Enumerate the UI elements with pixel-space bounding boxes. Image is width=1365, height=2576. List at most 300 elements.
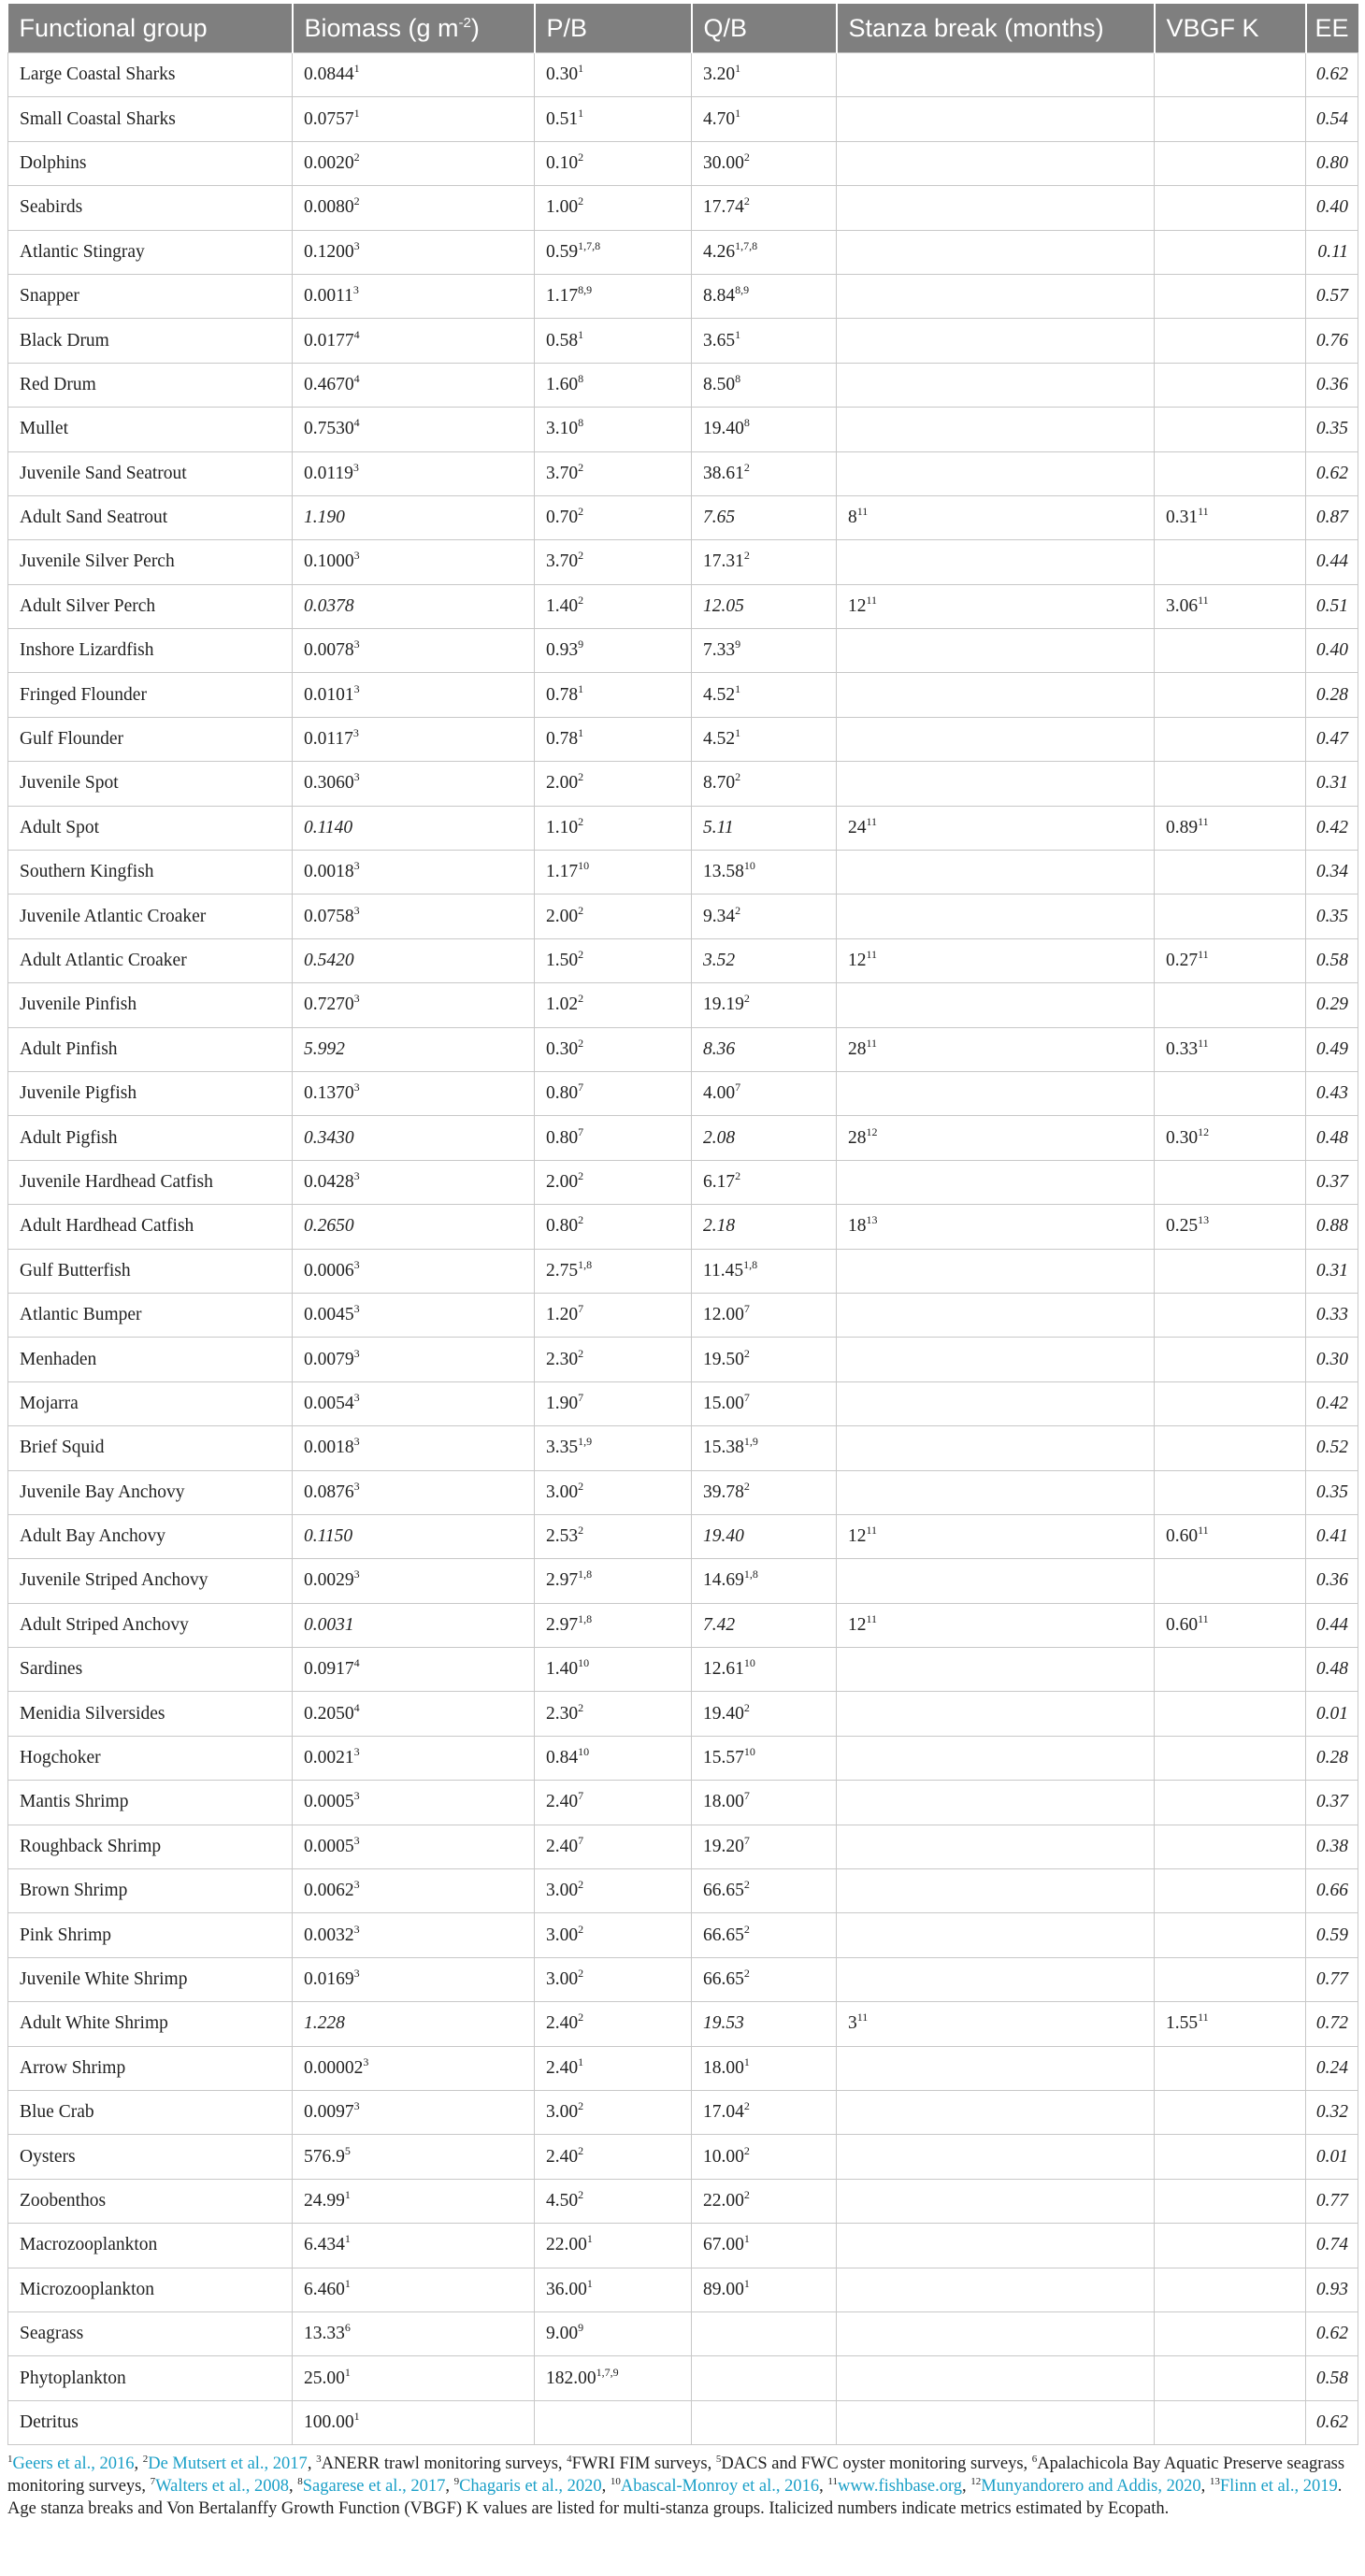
cell-vbgf-k [1155, 540, 1306, 584]
cell-biomass-value: 0.1000 [304, 551, 354, 572]
cell-qb [692, 540, 837, 584]
cell-qb-ref: 8,9 [735, 283, 750, 297]
cell-qb-value: 7.33 [703, 640, 736, 661]
table-row [8, 806, 1358, 850]
footnote-ref-separator: , [289, 2477, 298, 2497]
cell-vbgf-k [1155, 1027, 1306, 1071]
cell-ee: 0.93 [1306, 2268, 1358, 2311]
cell-pb-ref: 7 [578, 1789, 584, 1803]
cell-qb-value: 66.65 [703, 1881, 744, 1901]
cell-ee: 0.47 [1306, 717, 1358, 761]
cell-ee: 0.29 [1306, 983, 1358, 1027]
cell-biomass [293, 1249, 535, 1293]
cell-stanza-break-value: 12 [848, 1526, 867, 1547]
cell-stanza-break [837, 938, 1155, 982]
cell-biomass-value: 0.1150 [304, 1526, 353, 1547]
cell-stanza-break [837, 2311, 1155, 2355]
table-row [8, 186, 1358, 230]
cell-qb-value: 66.65 [703, 1925, 744, 1945]
cell-pb-value: 3.35 [546, 1438, 579, 1458]
cell-qb-value: 66.65 [703, 1968, 744, 1989]
footnote-ref-number: 8 [297, 2476, 303, 2488]
cell-pb-value: 1.50 [546, 951, 579, 970]
table-row [8, 1027, 1358, 1071]
cell-biomass-ref: 3 [363, 2054, 369, 2068]
cell-stanza-break [837, 1426, 1155, 1470]
cell-stanza-break [837, 1249, 1155, 1293]
cell-stanza-break [837, 1027, 1155, 1071]
cell-vbgf-k [1155, 673, 1306, 717]
cell-qb-ref: 2 [743, 549, 750, 563]
cell-qb-ref: 2 [743, 2187, 750, 2201]
cell-pb [535, 1205, 692, 1249]
cell-pb-ref: 2 [578, 549, 584, 563]
cell-stanza-break [837, 274, 1155, 318]
cell-functional-group: Juvenile Bay Anchovy [8, 1470, 293, 1514]
cell-pb-value: 3.70 [546, 463, 579, 483]
footnote-ref-link[interactable]: Chagaris et al., 2020 [459, 2477, 602, 2497]
cell-stanza-break-value: 8 [848, 508, 857, 528]
table-row [8, 1116, 1358, 1160]
cell-stanza-break [837, 1205, 1155, 1249]
cell-pb [535, 408, 692, 451]
cell-pb-ref: 2 [578, 2011, 584, 2025]
cell-pb [535, 1648, 692, 1692]
cell-pb-ref: 9 [578, 2321, 584, 2335]
cell-pb [535, 1470, 692, 1514]
cell-pb-value: 1.20 [546, 1305, 579, 1325]
cell-qb-value: 4.00 [703, 1083, 736, 1104]
cell-vbgf-k [1155, 2135, 1306, 2179]
cell-pb-value: 0.51 [546, 108, 579, 129]
cell-ee: 0.48 [1306, 1648, 1358, 1692]
cell-qb [692, 1338, 837, 1381]
cell-biomass-ref: 4 [353, 327, 360, 341]
cell-pb-ref: 8 [578, 371, 584, 385]
table-row [8, 1249, 1358, 1293]
cell-qb-value: 17.04 [703, 2102, 744, 2123]
cell-ee: 0.31 [1306, 762, 1358, 806]
cell-biomass-ref: 3 [353, 1390, 360, 1404]
cell-stanza-break [837, 363, 1155, 407]
cell-functional-group: Detritus [8, 2400, 293, 2444]
footnote-ref-separator: . [1337, 2477, 1343, 2497]
cell-functional-group: Mantis Shrimp [8, 1781, 293, 1825]
cell-vbgf-k-ref: 13 [1198, 1213, 1210, 1227]
cell-pb-ref: 1 [578, 106, 584, 120]
cell-biomass [293, 1338, 535, 1381]
cell-vbgf-k [1155, 1116, 1306, 1160]
cell-ee: 0.38 [1306, 1825, 1358, 1868]
cell-qb-ref: 2 [743, 1966, 750, 1980]
cell-biomass-value: 0.0757 [304, 108, 354, 129]
cell-pb [535, 1381, 692, 1425]
cell-pb-ref: 8,9 [578, 283, 593, 297]
cell-vbgf-k [1155, 851, 1306, 894]
cell-pb [535, 1027, 692, 1071]
cell-pb [535, 2311, 692, 2355]
cell-qb [692, 1736, 837, 1780]
footnote-ref-link[interactable]: Flinn et al., 2019 [1219, 2477, 1338, 2497]
cell-pb-value: 2.97 [546, 1614, 579, 1635]
cell-qb-value: 7.42 [703, 1614, 736, 1635]
cell-qb-value: 8.84 [703, 286, 736, 307]
cell-biomass-ref: 1 [344, 2276, 351, 2290]
cell-qb-ref: 1 [735, 327, 741, 341]
table-row [8, 1603, 1358, 1647]
cell-biomass-value: 0.0177 [304, 330, 354, 351]
cell-stanza-break [837, 1692, 1155, 1736]
cell-vbgf-k [1155, 1514, 1306, 1558]
cell-pb-value: 3.00 [546, 1925, 579, 1945]
cell-vbgf-k-ref: 11 [1198, 948, 1209, 961]
cell-biomass [293, 451, 535, 495]
table-row [8, 1205, 1358, 1249]
cell-vbgf-k-ref: 11 [1198, 2011, 1209, 2025]
cell-qb-value: 10.00 [703, 2146, 744, 2167]
cell-biomass-ref: 3 [353, 1346, 360, 1360]
cell-stanza-break [837, 319, 1155, 363]
cell-pb-ref: 1,9 [578, 1435, 593, 1449]
cell-functional-group: Black Drum [8, 319, 293, 363]
cell-qb-value: 9.34 [703, 906, 736, 926]
cell-biomass-ref: 3 [353, 859, 360, 873]
cell-pb [535, 2135, 692, 2179]
cell-vbgf-k [1155, 1338, 1306, 1381]
cell-qb-value: 19.20 [703, 1836, 744, 1856]
table-row [8, 1559, 1358, 1603]
cell-functional-group: Small Coastal Sharks [8, 97, 293, 141]
table-row [8, 2400, 1358, 2444]
cell-qb [692, 983, 837, 1027]
table-row [8, 1781, 1358, 1825]
cell-biomass-value: 0.00002 [304, 2057, 364, 2078]
cell-biomass [293, 1160, 535, 1204]
cell-vbgf-k [1155, 1957, 1306, 2001]
cell-qb [692, 2224, 837, 2268]
cell-qb-value: 14.69 [703, 1570, 744, 1591]
cell-vbgf-k-ref: 11 [1198, 1611, 1209, 1625]
cell-stanza-break [837, 673, 1155, 717]
table-row [8, 53, 1358, 97]
cell-pb [535, 2046, 692, 2090]
cell-vbgf-k [1155, 2311, 1306, 2355]
cell-qb [692, 2046, 837, 2090]
table-row [8, 1825, 1358, 1868]
cell-pb-ref: 1 [578, 681, 584, 695]
cell-qb [692, 1116, 837, 1160]
cell-stanza-break-value: 12 [848, 1614, 867, 1635]
cell-functional-group: Juvenile Pigfish [8, 1071, 293, 1115]
footnote-ref-number: 11 [827, 2476, 838, 2488]
cell-biomass-ref: 3 [353, 1257, 360, 1271]
cell-vbgf-k [1155, 319, 1306, 363]
cell-qb [692, 1648, 837, 1692]
cell-biomass [293, 2356, 535, 2400]
cell-ee: 0.76 [1306, 319, 1358, 363]
footnote-ref-link[interactable]: Geers et al., 2016 [12, 2454, 135, 2474]
cell-pb-value: 2.40 [546, 2057, 579, 2078]
cell-functional-group: Juvenile White Shrimp [8, 1957, 293, 2001]
cell-pb-value: 0.80 [546, 1127, 579, 1148]
cell-qb [692, 1603, 837, 1647]
cell-pb-value: 2.40 [546, 1792, 579, 1812]
header-biomass-close: ) [470, 13, 480, 42]
cell-stanza-break [837, 851, 1155, 894]
cell-stanza-break-ref: 11 [866, 948, 878, 961]
cell-pb-ref: 2 [578, 1922, 584, 1936]
cell-biomass-value: 0.0876 [304, 1481, 354, 1502]
cell-biomass-value: 0.0031 [304, 1614, 354, 1635]
cell-vbgf-k [1155, 451, 1306, 495]
cell-vbgf-k [1155, 2179, 1306, 2223]
table-row [8, 762, 1358, 806]
cell-vbgf-k [1155, 1249, 1306, 1293]
cell-qb [692, 1160, 837, 1204]
cell-functional-group: Adult Pinfish [8, 1027, 293, 1071]
footnote-ref-link[interactable]: Walters et al., 2008 [155, 2477, 289, 2497]
footnote-note: Age stanza breaks and Von Bertalanffy Growth Function (VBGF) K values are listed for multi-stanza groups. Italicized numbers indicate metrics estimated by Ecopath. [7, 2499, 1170, 2519]
footnote-ref-number: 12 [970, 2476, 982, 2488]
cell-pb-ref: 2 [578, 460, 584, 474]
table-row [8, 584, 1358, 628]
cell-pb [535, 274, 692, 318]
footnote-ref-link[interactable]: Abascal-Monroy et al., 2016 [620, 2477, 820, 2497]
table-row [8, 1514, 1358, 1558]
cell-pb [535, 97, 692, 141]
cell-biomass-value: 1.228 [304, 2013, 345, 2034]
footnote-ref-text: ANERR trawl monitoring surveys [321, 2454, 558, 2474]
footnote-ref-separator: , [557, 2454, 568, 2474]
cell-functional-group: Seabirds [8, 186, 293, 230]
cell-stanza-break [837, 1559, 1155, 1603]
cell-pb-value: 1.40 [546, 1659, 579, 1680]
cell-qb [692, 1825, 837, 1868]
cell-biomass [293, 2090, 535, 2134]
cell-biomass-ref: 1 [353, 106, 360, 120]
cell-pb [535, 1116, 692, 1160]
table-row [8, 1293, 1358, 1337]
cell-stanza-break [837, 1648, 1155, 1692]
footnote-ref-link[interactable]: De Mutsert et al., 2017 [148, 2454, 308, 2474]
table-row [8, 1692, 1358, 1736]
cell-qb [692, 451, 837, 495]
cell-pb [535, 1249, 692, 1293]
footnote-ref-number: 9 [453, 2476, 460, 2488]
cell-ee: 0.11 [1306, 230, 1358, 274]
cell-functional-group: Menidia Silversides [8, 1692, 293, 1736]
cell-biomass [293, 584, 535, 628]
footnote-ref-separator: , [1023, 2454, 1032, 2474]
cell-ee: 0.77 [1306, 2179, 1358, 2223]
cell-pb-ref: 2 [578, 1213, 584, 1227]
cell-pb [535, 1160, 692, 1204]
cell-qb-value: 8.36 [703, 1038, 736, 1059]
cell-pb-ref: 1,8 [578, 1567, 593, 1581]
cell-pb-ref: 2 [578, 2099, 584, 2113]
footnote-ref-number: 13 [1209, 2476, 1220, 2488]
cell-biomass-value: 0.3060 [304, 773, 354, 794]
table-row [8, 1648, 1358, 1692]
cell-qb-value: 19.40 [703, 419, 744, 439]
cell-pb [535, 717, 692, 761]
cell-vbgf-k [1155, 186, 1306, 230]
cell-vbgf-k-ref: 11 [1198, 1036, 1209, 1050]
cell-biomass [293, 717, 535, 761]
cell-qb-ref: 2 [743, 2143, 750, 2157]
cell-functional-group: Brief Squid [8, 1426, 293, 1470]
cell-qb-value: 5.11 [703, 817, 734, 837]
cell-qb-value: 6.17 [703, 1171, 736, 1192]
cell-biomass-value: 0.0097 [304, 2102, 354, 2123]
cell-qb [692, 2179, 837, 2223]
cell-functional-group: Snapper [8, 274, 293, 318]
cell-pb-ref: 2 [578, 505, 584, 519]
table-row [8, 2179, 1358, 2223]
cell-pb-value: 0.70 [546, 508, 579, 528]
cell-ee: 0.43 [1306, 1071, 1358, 1115]
table-row [8, 629, 1358, 673]
cell-qb [692, 1027, 837, 1071]
cell-functional-group: Oysters [8, 2135, 293, 2179]
cell-functional-group: Adult Sand Seatrout [8, 495, 293, 539]
cell-ee: 0.62 [1306, 2311, 1358, 2355]
cell-qb-value: 19.50 [703, 1349, 744, 1369]
cell-qb-value: 4.52 [703, 729, 736, 750]
cell-stanza-break [837, 408, 1155, 451]
cell-qb-ref: 2 [743, 1878, 750, 1892]
cell-pb-ref: 1 [578, 2054, 584, 2068]
cell-stanza-break [837, 451, 1155, 495]
cell-biomass [293, 274, 535, 318]
cell-biomass-ref: 3 [353, 1745, 360, 1759]
cell-pb-value: 2.97 [546, 1570, 579, 1591]
cell-biomass [293, 1913, 535, 1957]
cell-pb [535, 451, 692, 495]
cell-biomass-value: 0.0045 [304, 1305, 354, 1325]
cell-qb [692, 1781, 837, 1825]
cell-biomass [293, 806, 535, 850]
table-footnote [7, 2445, 1358, 2520]
cell-vbgf-k-value: 0.89 [1166, 817, 1199, 837]
cell-stanza-break [837, 717, 1155, 761]
cell-biomass-ref: 3 [353, 1302, 360, 1316]
cell-functional-group: Roughback Shrimp [8, 1825, 293, 1868]
cell-pb [535, 1071, 692, 1115]
cell-pb [535, 2268, 692, 2311]
cell-biomass-value: 0.0917 [304, 1659, 354, 1680]
cell-vbgf-k-value: 0.33 [1166, 1038, 1199, 1059]
cell-qb-value: 8.70 [703, 773, 736, 794]
cell-stanza-break-value: 18 [848, 1216, 867, 1237]
cell-biomass [293, 629, 535, 673]
cell-pb-value: 2.30 [546, 1349, 579, 1369]
cell-ee: 0.44 [1306, 540, 1358, 584]
cell-qb-ref: 1,8 [743, 1567, 758, 1581]
cell-pb-ref: 2 [578, 2143, 584, 2157]
cell-ee: 0.59 [1306, 1913, 1358, 1957]
cell-functional-group: Adult Hardhead Catfish [8, 1205, 293, 1249]
cell-pb [535, 53, 692, 97]
cell-stanza-break [837, 1381, 1155, 1425]
footnote-ref-link[interactable]: Sagarese et al., 2017 [302, 2477, 446, 2497]
cell-vbgf-k [1155, 495, 1306, 539]
cell-biomass-ref: 3 [352, 460, 359, 474]
cell-pb-value: 0.78 [546, 684, 579, 705]
cell-ee: 0.58 [1306, 2356, 1358, 2400]
cell-vbgf-k [1155, 762, 1306, 806]
cell-pb [535, 1514, 692, 1558]
cell-qb [692, 1470, 837, 1514]
footnote-references [7, 2454, 1344, 2496]
cell-qb [692, 938, 837, 982]
cell-vbgf-k [1155, 1559, 1306, 1603]
cell-stanza-break [837, 894, 1155, 938]
cell-pb-ref: 2 [578, 194, 584, 208]
cell-biomass [293, 1736, 535, 1780]
cell-biomass-ref: 3 [353, 637, 360, 651]
cell-biomass-value: 0.7270 [304, 995, 354, 1015]
cell-vbgf-k-value: 0.30 [1166, 1127, 1199, 1148]
cell-functional-group: Juvenile Hardhead Catfish [8, 1160, 293, 1204]
cell-qb-value: 4.26 [703, 241, 736, 262]
cell-biomass-value: 0.2650 [304, 1216, 354, 1237]
cell-biomass [293, 2002, 535, 2046]
cell-vbgf-k [1155, 629, 1306, 673]
cell-pb-value: 3.70 [546, 551, 579, 572]
footnote-ref-link[interactable]: Munyandorero and Addis, 2020 [981, 2477, 1201, 2497]
cell-biomass-value: 0.0119 [304, 463, 353, 483]
cell-biomass [293, 1692, 535, 1736]
cell-biomass-value: 1.190 [304, 508, 345, 528]
cell-stanza-break-ref: 11 [856, 2011, 869, 2025]
cell-qb [692, 230, 837, 274]
cell-vbgf-k [1155, 1648, 1306, 1692]
cell-stanza-break [837, 53, 1155, 97]
table-row [8, 894, 1358, 938]
cell-pb-value: 3.00 [546, 1481, 579, 1502]
cell-functional-group: Pink Shrimp [8, 1913, 293, 1957]
cell-pb-value: 0.93 [546, 640, 579, 661]
cell-qb-value: 3.20 [703, 64, 736, 85]
cell-ee: 0.35 [1306, 894, 1358, 938]
footnote-ref-separator: , [962, 2477, 971, 2497]
cell-biomass-ref: 3 [353, 770, 360, 784]
cell-functional-group: Adult Bay Anchovy [8, 1514, 293, 1558]
cell-qb-value: 19.40 [703, 1703, 744, 1724]
cell-qb [692, 363, 837, 407]
cell-ee: 0.01 [1306, 2135, 1358, 2179]
cell-biomass-value: 0.1370 [304, 1083, 354, 1104]
cell-biomass-value: 576.9 [304, 2146, 345, 2167]
cell-functional-group: Menhaden [8, 1338, 293, 1381]
cell-qb-ref: 1,8 [743, 1257, 758, 1271]
cell-stanza-break [837, 1603, 1155, 1647]
cell-biomass-value: 0.0006 [304, 1260, 354, 1281]
cell-biomass-ref: 3 [353, 903, 360, 917]
cell-pb [535, 2179, 692, 2223]
cell-qb-value: 2.18 [703, 1216, 736, 1237]
cell-stanza-break-ref: 12 [866, 1124, 878, 1138]
cell-qb-ref: 2 [743, 194, 750, 208]
footnote-ref-link[interactable]: www.fishbase.org [837, 2477, 963, 2497]
cell-pb-ref: 2 [578, 1524, 584, 1538]
cell-stanza-break [837, 540, 1155, 584]
cell-pb-ref: 7 [578, 1390, 584, 1404]
cell-biomass [293, 53, 535, 97]
cell-biomass-value: 0.0080 [304, 197, 354, 218]
cell-vbgf-k [1155, 806, 1306, 850]
